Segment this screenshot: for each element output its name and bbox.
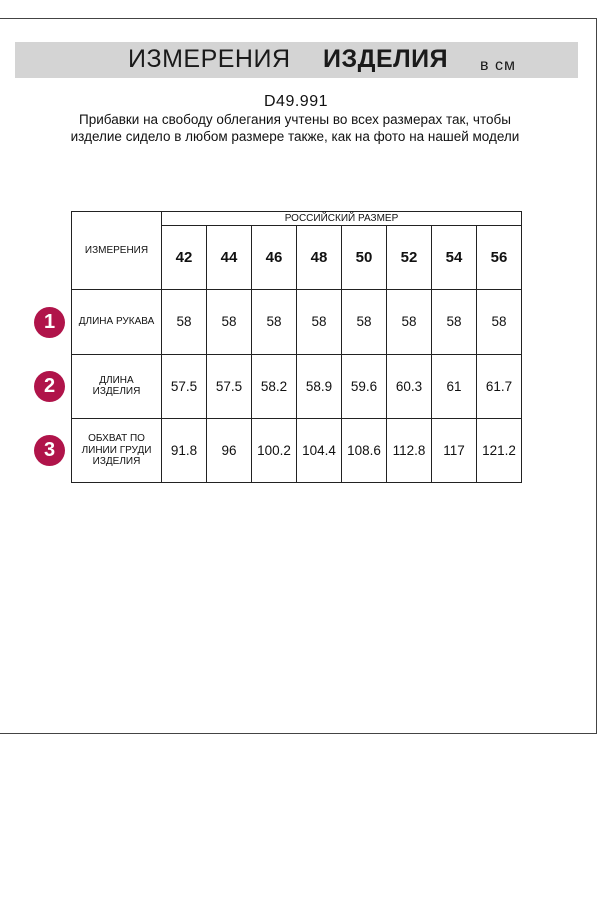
value-cell: 58 (162, 290, 207, 354)
size-cell: 48 (297, 226, 342, 290)
value-cell: 117 (432, 418, 477, 482)
value-cell: 58 (477, 290, 522, 354)
size-table (71, 211, 522, 483)
header-title-product: ИЗДЕЛИЯ (323, 45, 449, 73)
corner-label: ИЗМЕРЕНИЯ (72, 212, 162, 290)
value-cell: 104.4 (297, 418, 342, 482)
value-cell: 112.8 (387, 418, 432, 482)
row-number-badge-3: 3 (34, 435, 65, 466)
value-cell: 61 (432, 354, 477, 418)
size-cell: 56 (477, 226, 522, 290)
value-cell: 58 (387, 290, 432, 354)
header-unit: в см (480, 57, 516, 74)
size-cell: 42 (162, 226, 207, 290)
size-group-label: РОССИЙСКИЙ РАЗМЕР (162, 212, 522, 226)
value-cell: 58 (207, 290, 252, 354)
value-cell: 121.2 (477, 418, 522, 482)
size-cell: 54 (432, 226, 477, 290)
value-cell: 58 (432, 290, 477, 354)
value-cell: 91.8 (162, 418, 207, 482)
value-cell: 58.9 (297, 354, 342, 418)
value-cell: 57.5 (162, 354, 207, 418)
value-cell: 60.3 (387, 354, 432, 418)
header-title-measurements: ИЗМЕРЕНИЯ (128, 45, 291, 73)
value-cell: 58 (252, 290, 297, 354)
value-cell: 57.5 (207, 354, 252, 418)
value-cell: 58 (342, 290, 387, 354)
table-row (72, 354, 522, 418)
value-cell: 58 (297, 290, 342, 354)
value-cell: 96 (207, 418, 252, 482)
size-cell: 50 (342, 226, 387, 290)
row-number-badge-2: 2 (34, 371, 65, 402)
row-number-badge-1: 1 (34, 307, 65, 338)
value-cell: 108.6 (342, 418, 387, 482)
value-cell: 100.2 (252, 418, 297, 482)
value-cell: 59.6 (342, 354, 387, 418)
size-cell: 44 (207, 226, 252, 290)
row-label: ДЛИНА ИЗДЕЛИЯ (72, 354, 162, 418)
size-cell: 46 (252, 226, 297, 290)
table-header-row (72, 212, 522, 226)
product-code: D49.991 (264, 93, 328, 110)
table-row (72, 290, 522, 354)
table-row (72, 418, 522, 482)
value-cell: 61.7 (477, 354, 522, 418)
row-label: ДЛИНА РУКАВА (72, 290, 162, 354)
row-label: ОБХВАТ ПО ЛИНИИ ГРУДИ ИЗДЕЛИЯ (72, 418, 162, 482)
fit-note: Прибавки на свободу облегания учтены во всех размерах так, чтобы изделие сидело в любом размере также, как на фото на нашей модели (70, 112, 520, 144)
size-cell: 52 (387, 226, 432, 290)
value-cell: 58.2 (252, 354, 297, 418)
